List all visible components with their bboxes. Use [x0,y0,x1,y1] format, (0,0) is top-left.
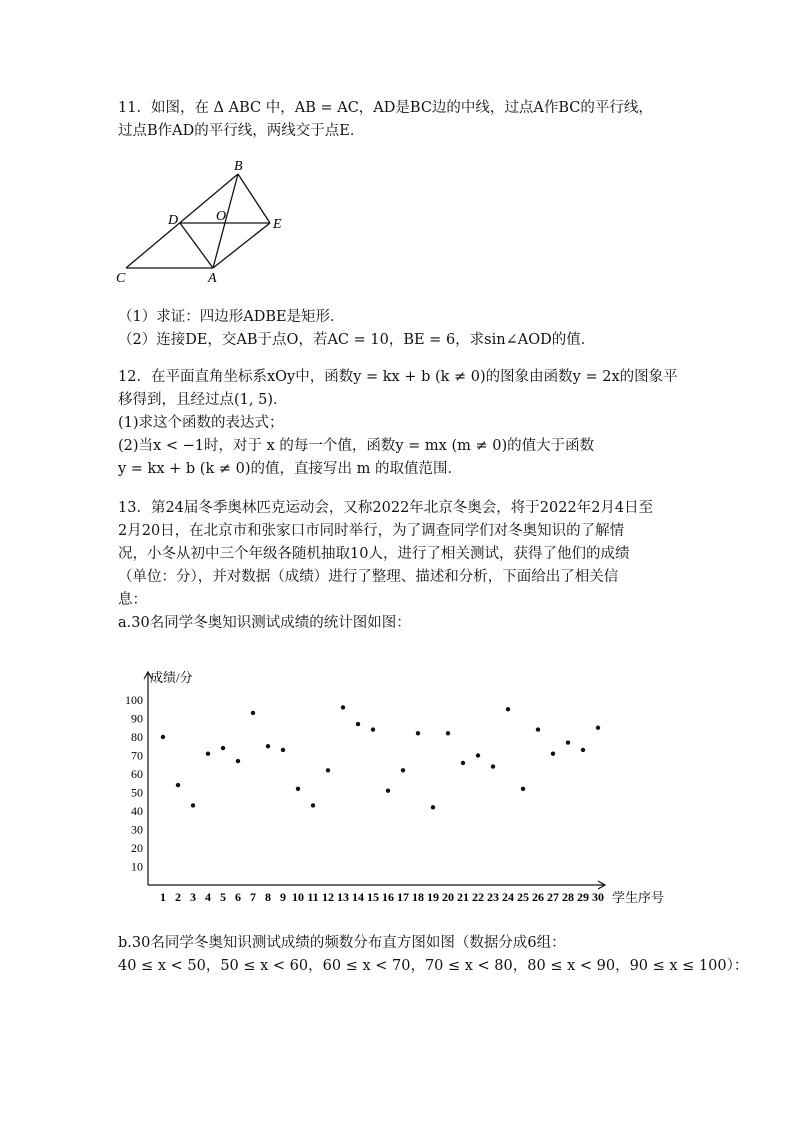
x-tick-label: 14 [352,890,364,904]
x-tick-label: 20 [442,890,454,904]
q13-line-3: 况，小冬从初中三个年级各随机抽取10人，进行了相关测试，获得了他们的成绩 [118,546,630,562]
data-point [386,788,390,792]
q13-b-line-2: 40 ≤ x < 50，50 ≤ x < 60，60 ≤ x < 70，70 ≤ x < 80，80 ≤ x < 90，90 ≤ x ≤ 100）： [118,958,749,974]
x-tick-label: 26 [532,890,544,904]
x-tick-label: 30 [592,890,604,904]
data-point [596,726,600,730]
y-tick-label: 20 [131,841,143,855]
x-tick-label: 2 [175,890,181,904]
data-point [356,722,360,726]
x-tick-label: 4 [205,890,211,904]
data-point [551,751,555,755]
question-13 [118,497,678,635]
q11-line-1: 11．如图，在 Δ ABC 中，AB = AC，AD是BC边的中线，过点A作BC的平行线， [118,100,653,116]
label-a: A [208,271,217,286]
data-point [581,748,585,752]
data-point [326,768,330,772]
data-point [506,707,510,711]
q12-part-1: (1)求这个函数的表达式； [118,415,284,431]
x-tick-label: 13 [337,890,349,904]
q11-line-2: 过点B作AD的平行线，两线交于点E． [118,123,365,139]
q12-part-2b: y = kx + b (k ≠ 0)的值，直接写出 m 的取值范围． [118,461,462,477]
data-point [491,764,495,768]
y-tick-label: 90 [131,711,143,726]
x-tick-label: 19 [427,890,439,904]
x-tick-label: 7 [250,890,256,904]
y-axis-label: 成绩/分 [150,670,193,685]
x-tick-label: 16 [382,890,394,904]
q13-b-line-1: b.30名同学冬奥知识测试成绩的频数分布直方图如图（数据分成6组： [118,935,566,951]
x-tick-label: 24 [502,890,514,904]
q13-line-1: 13．第24届冬季奥林匹克运动会，又称2022年北京冬奥会，将于2022年2月4日至 [118,500,654,516]
data-point [296,787,300,791]
q13-line-4: （单位：分），并对数据（成绩）进行了整理、描述和分析，下面给出了相关信 [118,569,619,585]
data-point [281,748,285,752]
label-b: B [234,159,243,174]
data-point [476,753,480,757]
x-tick-label: 23 [487,890,499,904]
data-point [446,731,450,735]
data-point [431,805,435,809]
x-tick-label: 17 [397,890,409,904]
x-tick-label: 25 [517,890,529,904]
x-tick-label: 5 [220,890,226,904]
x-axis-label: 学生序号 [612,890,665,905]
q13-a-line: a.30名同学冬奥知识测试成绩的统计图如图： [118,615,411,631]
data-point [221,746,225,750]
data-point [236,759,240,763]
data-point [311,803,315,807]
label-o: O [216,209,227,224]
x-tick-label: 6 [235,890,241,904]
q11-parts [118,306,678,352]
y-tick-label: 100 [125,693,143,707]
q12-part-2a: (2)当x < −1时，对于 x 的每一个值，函数y = mx (m ≠ 0)的值大于函数 [118,438,595,454]
data-point [176,783,180,787]
y-tick-label: 30 [131,822,143,837]
y-tick-label: 50 [131,785,143,800]
x-tick-label: 28 [562,890,574,904]
scores-scatter-chart [110,660,680,910]
data-point [206,751,210,755]
x-tick-label: 3 [190,890,196,904]
x-tick-label: 10 [292,890,304,904]
label-c: C [116,271,126,286]
data-point [371,727,375,731]
x-tick-label: 21 [457,890,469,904]
question-11 [118,97,678,143]
x-tick-label: 22 [472,890,484,904]
data-point [191,803,195,807]
x-tick-label: 8 [265,890,271,904]
y-tick-label: 60 [131,767,143,781]
x-tick-label: 18 [412,890,424,904]
data-point [266,744,270,748]
q12-line-2: 移得到，且经过点(1, 5)． [118,392,288,408]
label-d: D [168,213,179,228]
x-tick-label: 11 [307,890,319,904]
data-point [161,735,165,739]
x-tick-label: 27 [547,890,559,904]
y-tick-label: 40 [131,804,143,818]
x-tick-label: 1 [160,890,166,904]
label-e: E [273,217,282,232]
x-tick-label: 29 [577,890,589,904]
data-point [566,740,570,744]
q11-part-1: （1）求证：四边形ADBE是矩形． [118,309,345,325]
q13-b-text [118,932,749,978]
question-12 [118,366,678,481]
data-point [536,727,540,731]
q13-line-5: 息： [118,592,147,608]
q13-line-2: 2月20日，在北京市和张家口市同时举行，为了调查同学们对冬奥知识的了解情 [118,523,625,539]
q11-part-2: （2）连接DE，交AB于点O，若AC = 10，BE = 6，求sin∠AOD的值． [118,332,596,348]
x-tick-label: 9 [280,890,286,904]
data-point [251,711,255,715]
q11-figure [110,158,300,288]
data-point [416,731,420,735]
x-tick-label: 15 [367,890,379,904]
data-point [401,768,405,772]
data-point [521,787,525,791]
data-point [341,705,345,709]
q12-line-1: 12．在平面直角坐标系xOy中，函数y = kx + b (k ≠ 0)的图象由函数y = 2x的图象平 [118,369,678,385]
y-tick-label: 80 [131,730,143,744]
y-tick-label: 70 [131,748,143,763]
x-tick-label: 12 [322,890,334,904]
data-point [461,761,465,765]
y-tick-label: 10 [131,859,143,874]
